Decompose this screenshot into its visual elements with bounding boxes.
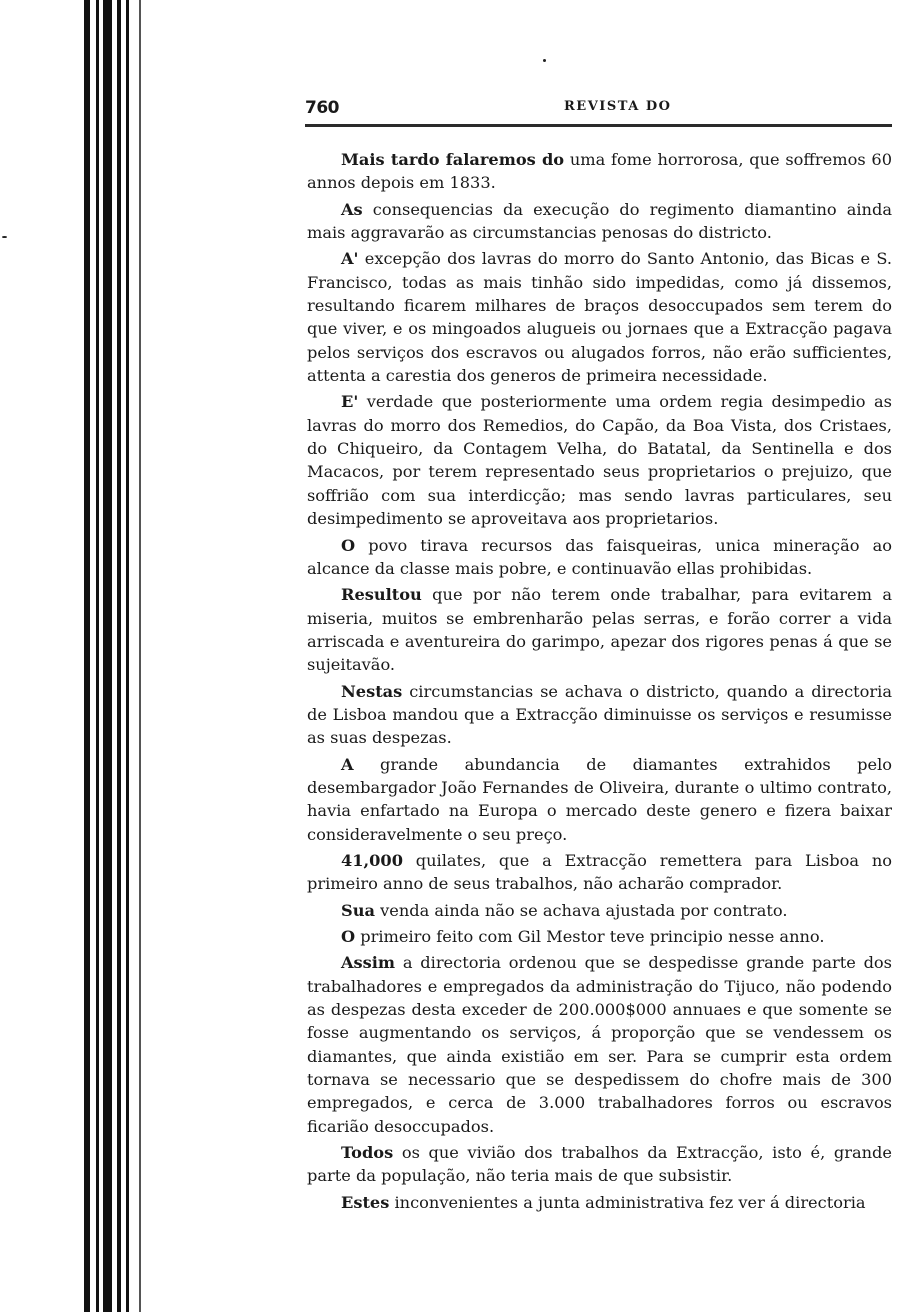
- page-header: [305, 98, 892, 122]
- paragraph: O primeiro feito com Gil Mestor teve principio nesse anno.: [341, 927, 825, 946]
- paragraph: Sua venda ainda não se achava ajustada por contrato.: [341, 900, 788, 920]
- paragraph: Estes inconvenientes a junta administrativa fez ver á directoria: [341, 1192, 866, 1212]
- paragraph: Nestas circumstancias se achava o districto, quando a directoria de Lisboa mandou que a Extracção diminuisse os serviços e resumisse as suas despezas.: [307, 681, 892, 748]
- paragraph: Mais tardo falaremos do uma fome horrorosa, que soffremos 60 annos depois em 1833.: [307, 150, 892, 193]
- paragraph: A grande abundancia de diamantes extrahidos pelo desembargador João Fernandes de Oliveira, durante o ultimo contrato, havia enfartado na Europa o mercado deste genero e fizera baixar consideravelmente o seu preço.: [307, 754, 892, 844]
- paragraph: 41,000 quilates, que a Extracção remettera para Lisboa no primeiro anno de seus trabalhos, não acharão comprador.: [307, 850, 892, 894]
- paragraph: E' verdade que posteriormente uma ordem regia desimpedio as lavras do morro dos Remedios, do Capão, da Boa Vista, dos Cristaes, do Chiqueiro, da Contagem Velha, do Batatal, da Sentinella e dos Macacos, por terem representado seus proprietarios o prejuizo, que soffrião com sua interdicção; mas sendo lavras particulares, seu desimpedimento se aproveitava aos proprietarios.: [307, 392, 892, 529]
- body-text: [307, 148, 892, 1214]
- paragraph: Todos os que vivião dos trabalhos da Extracção, isto é, grande parte da população, não teria mais de que subsistir.: [307, 1143, 892, 1186]
- page-speck: [543, 59, 546, 62]
- paragraph: Assim a directoria ordenou que se despedisse grande parte dos trabalhadores e empregados da administração do Tijuco, não podendo as despezas desta exceder de 200.000$000 annuaes e que somente se fosse augmentando os serviços, á proporção que se vendessem os diamantes, que ainda existião em ser. Para se cumprir esta ordem tornava se necessario que se despedissem do chofre mais de 300 empregados, e cerca de 3.000 trabalhadores forros ou escravos ficarião desoccupados.: [307, 953, 892, 1136]
- paragraph: Resultou que por não terem onde trabalhar, para evitarem a miseria, muitos se embrenharão pelas serras, e forão correr a vida arriscada e aventureira do garimpo, apezar dos rigores penas á que se sujeitavão.: [307, 585, 892, 675]
- book-binding-shadow: [0, 0, 150, 1312]
- header-rule: [305, 124, 892, 127]
- paragraph: A' excepção dos lavras do morro do Santo Antonio, das Bicas e S. Francisco, todas as mais tinhão sido impedidas, como já dissemos, resultando ficarem milhares de braços desoccupados sem terem do que viver, e os mingoados alugueis ou jornaes que a Extracção pagava pelos serviços dos escravos ou alugados forros, não erão sufficientes, attenta a carestia dos generos de primeira necessidade.: [307, 249, 892, 386]
- page-number: 760: [305, 98, 339, 118]
- page-speck: [2, 236, 7, 238]
- running-title: REVISTA DO: [564, 99, 672, 114]
- paragraph: As consequencias da execução do regimento diamantino ainda mais aggravarão as circumstancias penosas do districto.: [307, 199, 892, 243]
- paragraph: O povo tirava recursos das faisqueiras, unica mineração ao alcance da classe mais pobre, e continuavão ellas prohibidas.: [307, 535, 892, 578]
